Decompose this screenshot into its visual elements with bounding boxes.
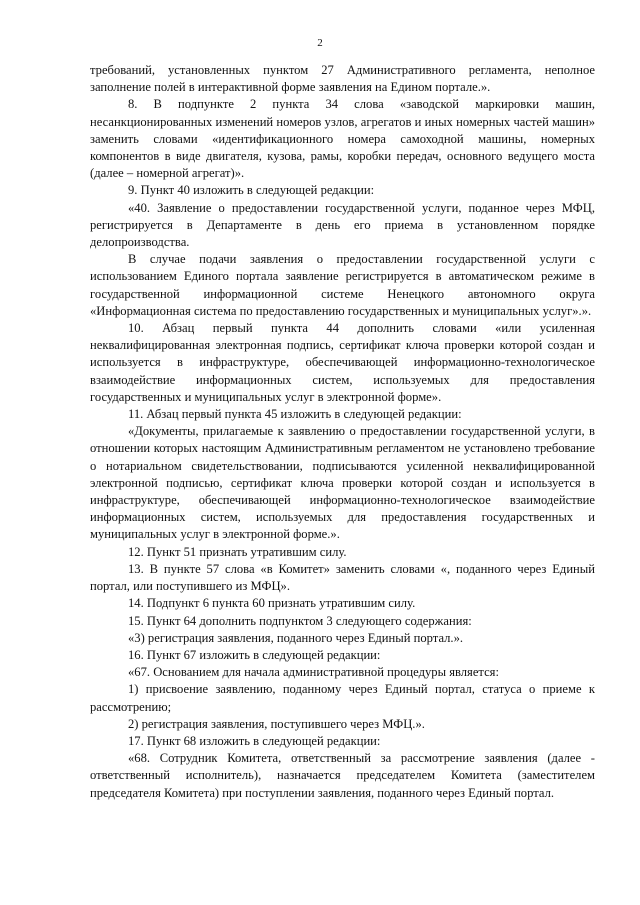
paragraph-item-8: 8. В подпункте 2 пункта 34 слова «заводской маркировки машин, несанкционированных изменений номеров узлов, агрегатов и иных номерных частей машин» заменить словами «идентификационного номера самоходной машины, номерных компонентов в виде двигателя, кузова, рамы, коробки передач, основного ведущего моста (далее – номерной агрегат)». xyxy=(90,97,595,181)
paragraph-item-17: 17. Пункт 68 изложить в следующей редакции: xyxy=(128,733,381,748)
paragraph-item-12: 12. Пункт 51 признать утратившим силу. xyxy=(128,544,347,559)
paragraph-item-15: 15. Пункт 64 дополнить подпунктом 3 следующего содержания: xyxy=(128,613,472,628)
page-number: 2 xyxy=(317,37,323,49)
paragraph-clause-40-portal: В случае подачи заявления о предоставлении государственной услуги с использованием Единого портала заявление регистрируется в автоматическом режиме в государственной информационной системе Ненецкого автономного округа «Информационная система по предоставлению государственных и муниципальных услуг».». xyxy=(90,252,595,318)
paragraph-item-16: 16. Пункт 67 изложить в следующей редакции: xyxy=(128,647,381,662)
paragraph-item-13: 13. В пункте 57 слова «в Комитет» заменить словами «, поданного через Единый портал, или поступившего из МФЦ». xyxy=(90,561,595,594)
document-body xyxy=(90,62,595,802)
paragraph-continuation: требований, установленных пунктом 27 Административного регламента, неполное заполнение полей в интерактивной форме заявления на Едином портале.». xyxy=(90,63,595,95)
paragraph-clause-40: «40. Заявление о предоставлении государственной услуги, поданное через МФЦ, регистрируется в Департаменте в день его приема в установленном порядке делопроизводства. xyxy=(90,200,595,250)
paragraph-subclause-3: «3) регистрация заявления, поданного через Единый портал.». xyxy=(128,630,464,645)
paragraph-item-10: 10. Абзац первый пункта 44 дополнить словами «или усиленная неквалифицированная электронная подпись, сертификат ключа проверки которой создан и используется в инфраструктуре, обеспечивающей информационно-технологическое взаимодействие информационных систем, используемых для предоставления государственных и муниципальных услуг в электронной форме». xyxy=(90,321,595,404)
paragraph-clause-45: «Документы, прилагаемые к заявлению о предоставлении государственной услуги, в отношении которых настоящим Административным регламентом не установлено требование о нотариальном свидетельствовании, подписываются усиленной неквалифицированной электронной подписью, сертификат ключа проверки которой создан и используется в инфраструктуре, обеспечивающей информационно-технологическое взаимодействие информационных систем, используемых для предоставления государственных и муниципальных услуг в электронной форме.». xyxy=(90,424,595,542)
paragraph-clause-67-sub-2: 2) регистрация заявления, поступившего через МФЦ.». xyxy=(128,716,425,731)
paragraph-item-9: 9. Пункт 40 изложить в следующей редакции: xyxy=(128,183,375,198)
paragraph-clause-67-sub-1: 1) присвоение заявлению, поданному через Единый портал, статуса о приеме к рассмотрению; xyxy=(90,682,595,714)
paragraph-item-14: 14. Подпункт 6 пункта 60 признать утратившим силу. xyxy=(128,596,416,611)
paragraph-item-11: 11. Абзац первый пункта 45 изложить в следующей редакции: xyxy=(128,407,462,422)
paragraph-clause-68: «68. Сотрудник Комитета, ответственный за рассмотрение заявления (далее - ответственный исполнитель), назначается председателем Комитета (заместителем председателя Комитета) при поступлении заявления, поданного через Единый портал. xyxy=(90,751,595,800)
paragraph-clause-67: «67. Основанием для начала административной процедуры является: xyxy=(128,665,499,680)
